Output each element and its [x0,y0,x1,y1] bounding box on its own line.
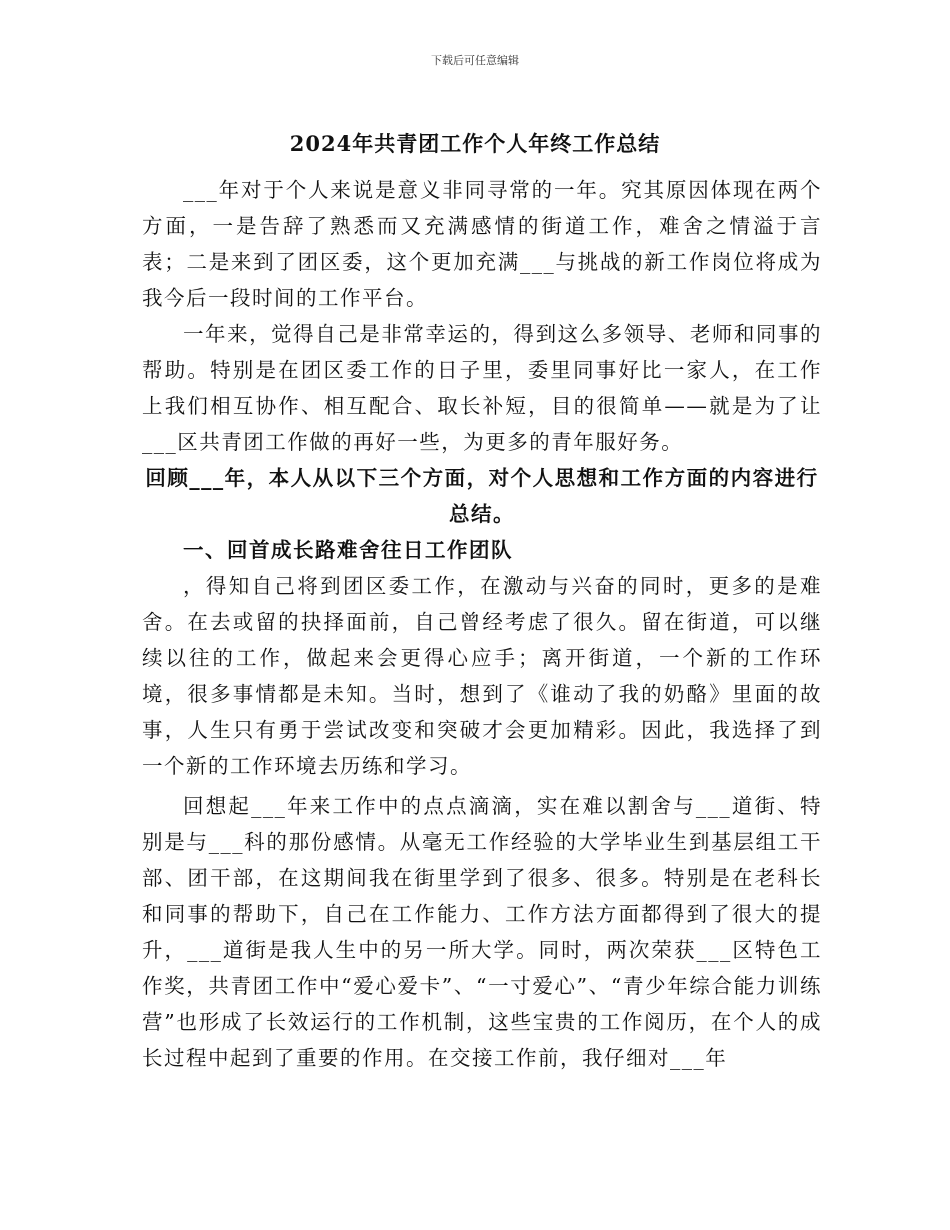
paragraph-intro: ___年对于个人来说是意义非同寻常的一年。究其原因体现在两个方面，一是告辞了熟悉而又充满感情的街道工作，难舍之情溢于言表；二是来到了团区委，这个更加充满___与挑战的新工作岗位将成为我今后一段时间的工作平台。 [142,178,822,310]
paragraph-thanks: 一年来，觉得自己是非常幸运的，得到这么多领导、老师和同事的帮助。特别是在团区委工作的日子里，委里同事好比一家人，在工作上我们相互协作、相互配合、取长补短，目的很简单——就是为了让___区共青团工作做的再好一些，为更多的青年服好务。 [142,322,822,454]
paragraph-decision: ，得知自己将到团区委工作，在激动与兴奋的同时，更多的是难舍。在去或留的抉择面前，自己曾经考虑了很久。留在街道，可以继续以往的工作，做起来会更得心应手；离开街道，一个新的工作环境，很多事情都是未知。当时，想到了《谁动了我的奶酪》里面的故事，人生只有勇于尝试改变和突破才会更加精彩。因此，我选择了到一个新的工作环境去历练和学习。 [142,574,822,778]
document-body [142,172,822,1076]
review-heading: 回顾___年，本人从以下三个方面，对个人思想和工作方面的内容进行总结。 [145,466,819,526]
paragraph-memories: 回想起___年来工作中的点点滴滴，实在难以割舍与___道街、特别是与___科的那份感情。从毫无工作经验的大学毕业生到基层组工干部、团干部，在这期间我在街里学到了很多、很多。特别是在老科长和同事的帮助下，自己在工作能力、工作方法方面都得到了很大的提升，___道街是我人生中的另一所大学。同时，两次荣获___区特色工作奖，共青团工作中“爱心爱卡”、“一寸爱心”、“青少年综合能力训练营”也形成了长效运行的工作机制，这些宝贵的工作阅历，在个人的成长过程中起到了重要的作用。在交接工作前，我仔细对___年 [142,794,822,1070]
document-title: 2024年共青团工作个人年终工作总结 [289,131,661,156]
header-note: 下载后可任意编辑 [431,54,519,67]
section-1-heading: 一、回首成长路难舍往日工作团队 [183,538,513,562]
